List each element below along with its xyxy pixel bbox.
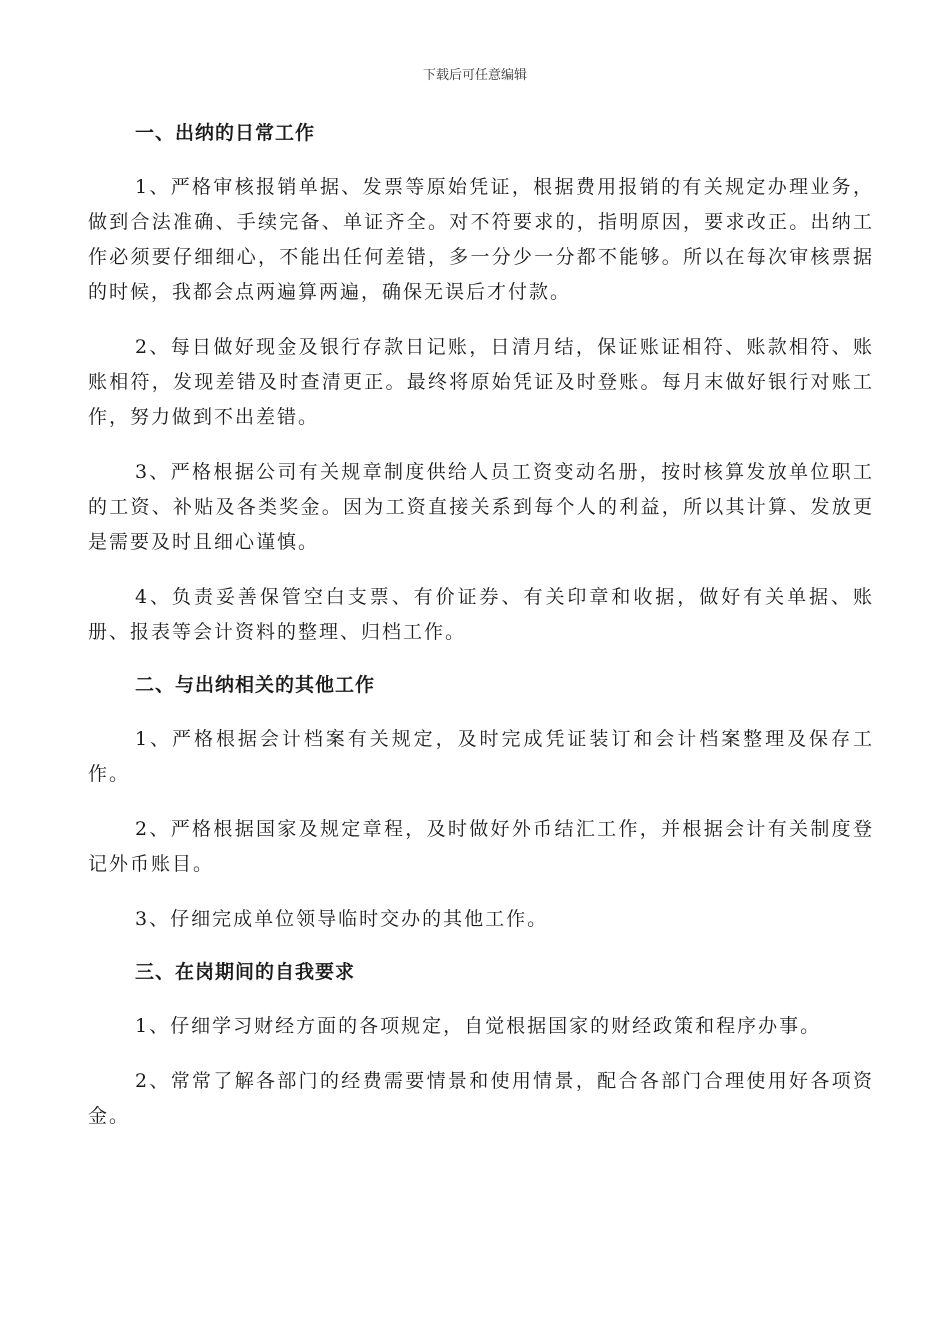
paragraph: 1、仔细学习财经方面的各项规定，自觉根据国家的财经政策和程序办事。 — [135, 1015, 822, 1037]
paragraph: 2、每日做好现金及银行存款日记账，日清月结，保证账证相符、账款相符、账账相符，发现差错及时查清更正。最终将原始凭证及时登账。每月末做好银行对账工作，努力做到不出差错。 — [88, 336, 874, 428]
section-heading: 三、在岗期间的自我要求 — [135, 961, 356, 983]
section-other-work — [88, 670, 874, 937]
page-header: 下载后可任意编辑 — [422, 68, 527, 83]
document-body — [88, 118, 874, 1154]
paragraph: 3、仔细完成单位领导临时交办的其他工作。 — [135, 908, 549, 930]
section-daily-work — [88, 118, 874, 650]
paragraph: 4、负责妥善保管空白支票、有价证券、有关印章和收据，做好有关单据、账册、报表等会计资料的整理、归档工作。 — [88, 586, 874, 643]
paragraph: 2、严格根据国家及规定章程，及时做好外币结汇工作，并根据会计有关制度登记外币账目。 — [88, 818, 874, 875]
section-heading: 二、与出纳相关的其他工作 — [135, 674, 376, 696]
paragraph: 1、严格根据会计档案有关规定，及时完成凭证装订和会计档案整理及保存工作。 — [88, 728, 874, 785]
paragraph: 2、常常了解各部门的经费需要情景和使用情景，配合各部门合理使用好各项资金。 — [88, 1070, 874, 1127]
paragraph: 3、严格根据公司有关规章制度供给人员工资变动名册，按时核算发放单位职工的工资、补贴及各类奖金。因为工资直接关系到每个人的利益，所以其计算、发放更是需要及时且细心谨慎。 — [88, 461, 874, 553]
paragraph: 1、严格审核报销单据、发票等原始凭证，根据费用报销的有关规定办理业务，做到合法准确、手续完备、单证齐全。对不符要求的，指明原因，要求改正。出纳工作必须要仔细细心，不能出任何差错，多一分少一分都不能够。所以在每次审核票据的时候，我都会点两遍算两遍，确保无误后才付款。 — [88, 176, 874, 303]
section-self-requirements — [88, 957, 874, 1134]
section-heading: 一、出纳的日常工作 — [135, 122, 316, 144]
